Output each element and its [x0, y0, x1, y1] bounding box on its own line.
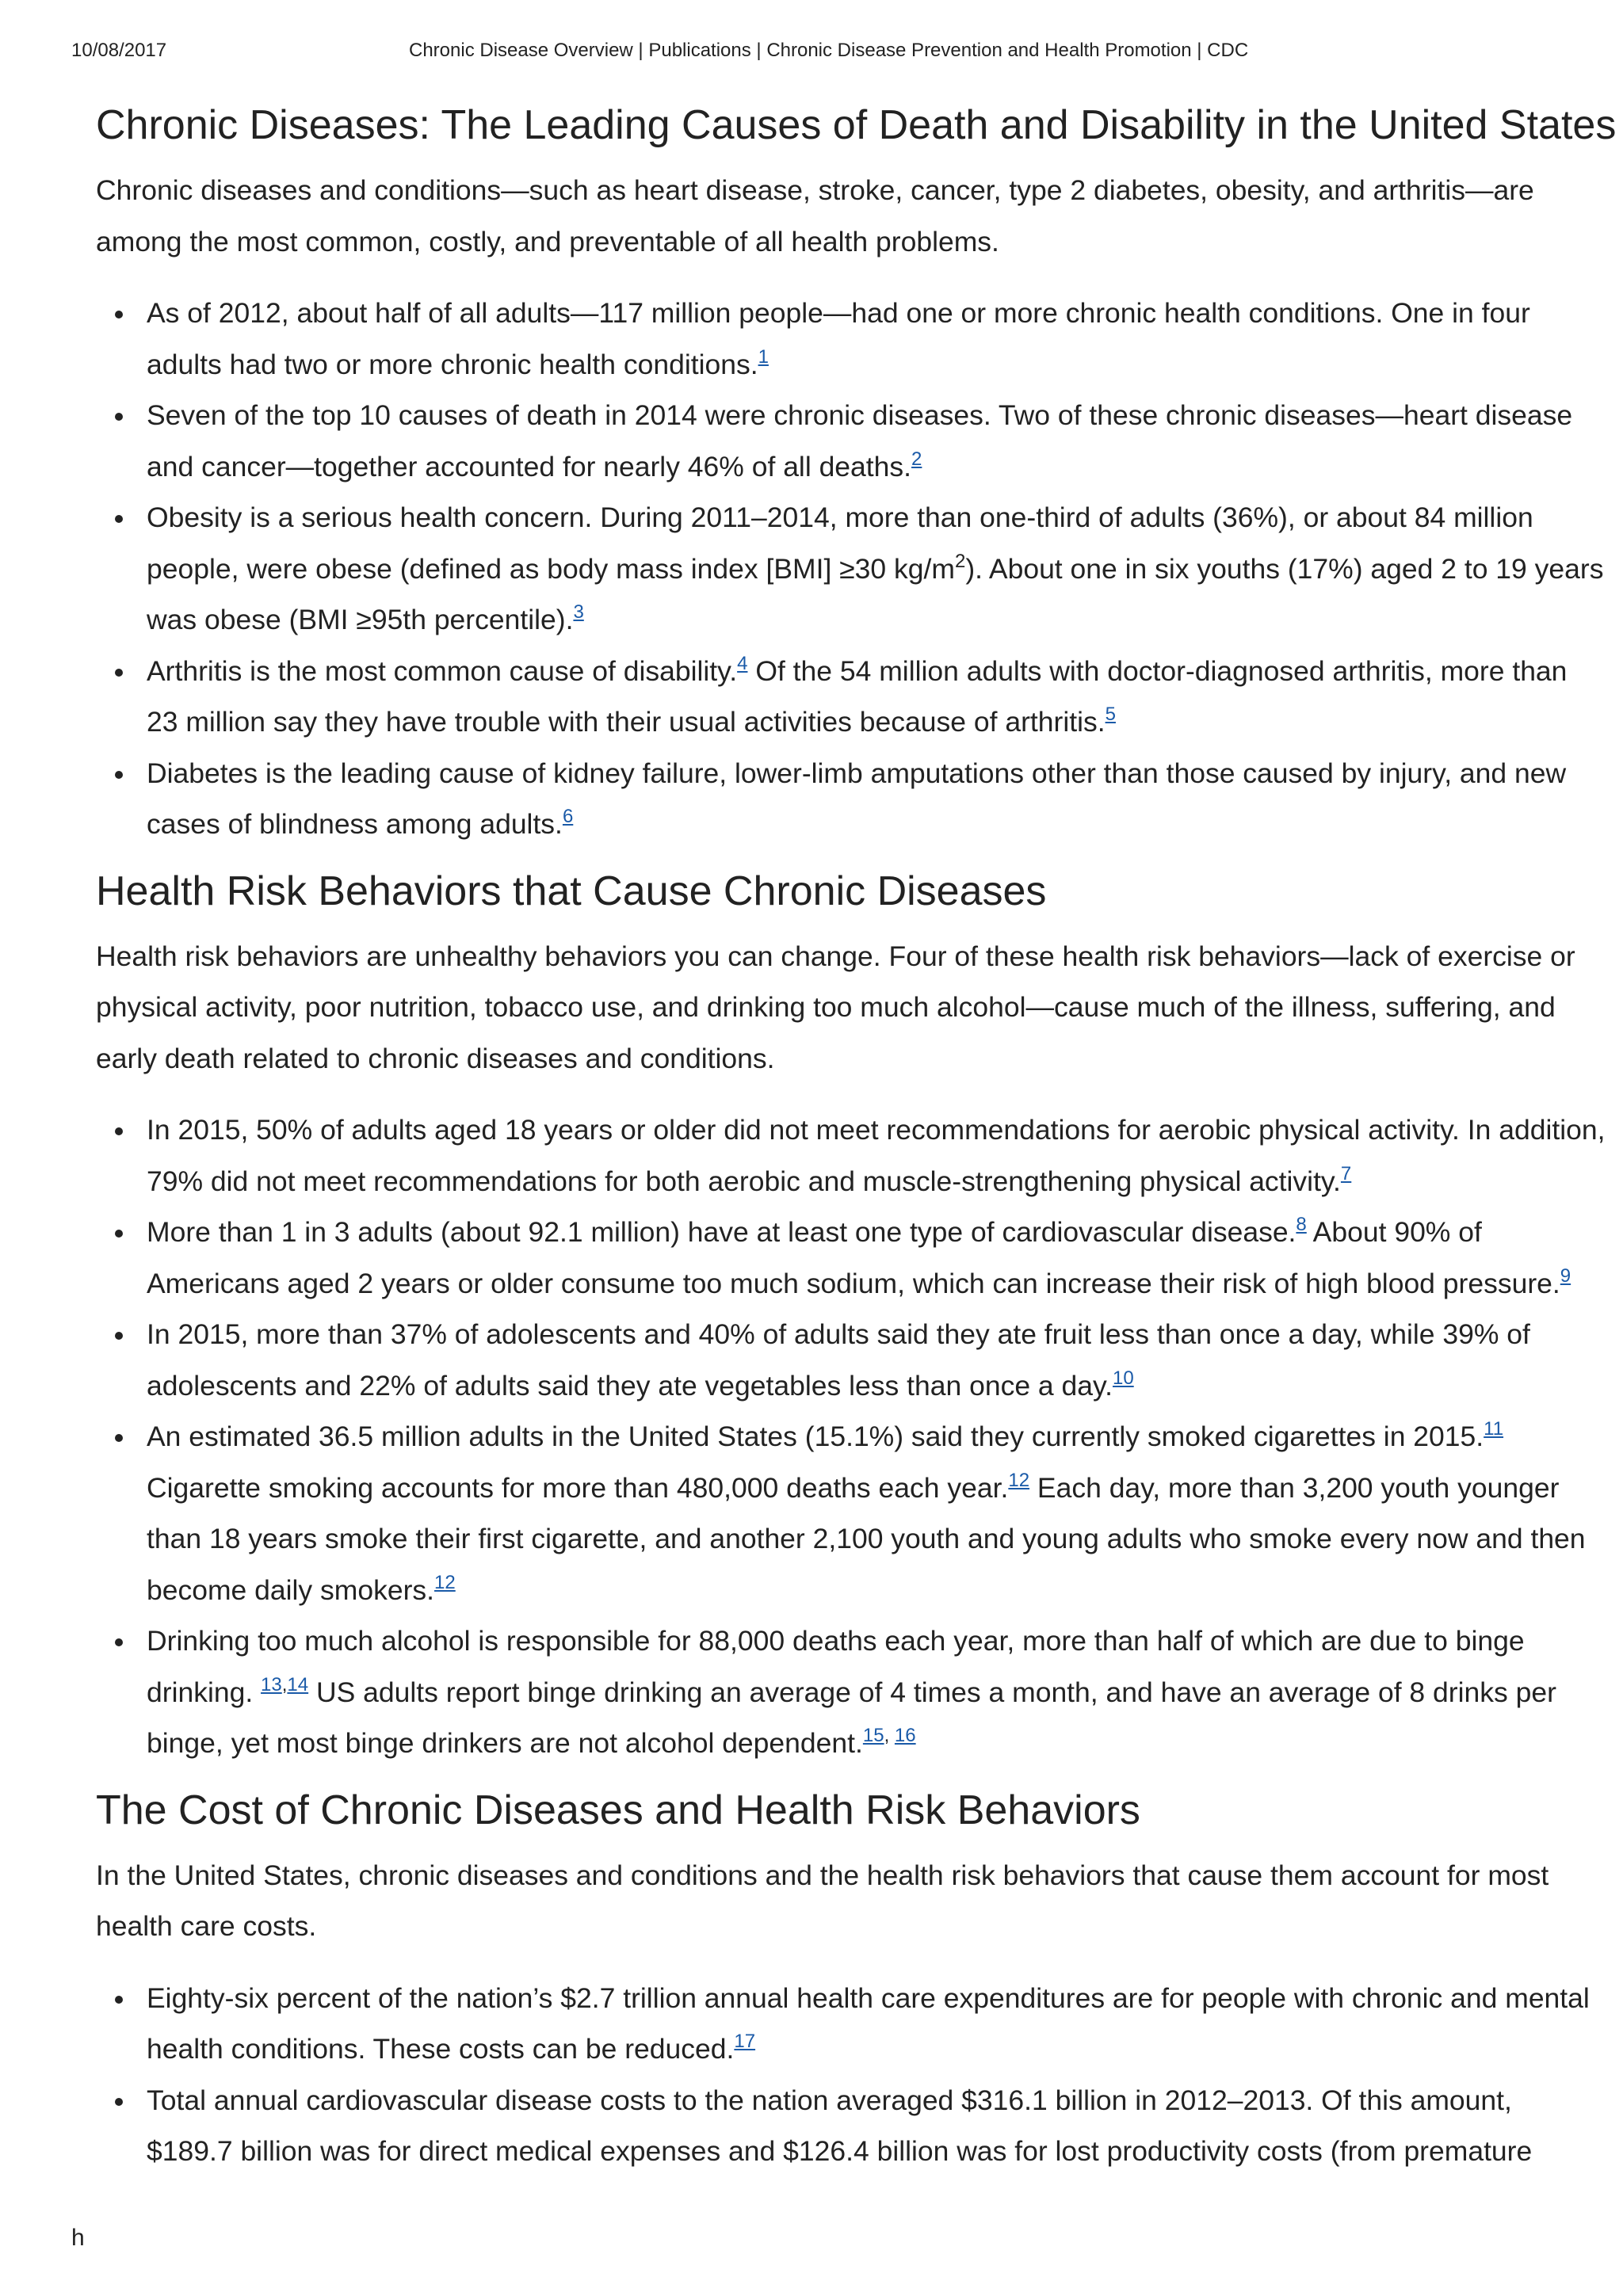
- cut-off-footer-text: h: [71, 2225, 85, 2251]
- list-item: Drinking too much alcohol is responsible for 88,000 deaths each year, more than half of which are due to binge drinking. $^{13,14}$ US adults report binge drinking an average of 4 times a month, and have an average of 8 drinks per binge, yet most binge drinkers are not alcohol dependent.$^{15, 16}$: [96, 1615, 1606, 1769]
- footnote-link[interactable]: 8: [1296, 1214, 1307, 1235]
- bullet-list: [96, 1973, 1606, 2177]
- list-item: Eighty-six percent of the nation’s $2.7 trillion annual health care expenditures are for people with chronic and mental health conditions. These costs can be reduced.$^{17}$: [96, 1973, 1606, 2075]
- bullet-list: [96, 288, 1606, 850]
- footnote-link[interactable]: 16: [894, 1725, 916, 1746]
- list-item: As of 2012, about half of all adults—117 million people—had one or more chronic health conditions. One in four adults had two or more chronic health conditions.$^1$: [96, 288, 1606, 390]
- footnote-link[interactable]: 1: [758, 345, 769, 368]
- list-item: More than 1 in 3 adults (about 92.1 million) have at least one type of cardiovascular disease.$^8$ About 90% of Americans aged 2 years or older consume too much sodium, which can increase their risk of high blood pressure.$^9$: [96, 1207, 1606, 1309]
- section-heading-risk-behaviors: Health Risk Behaviors that Cause Chronic Diseases: [96, 868, 1047, 914]
- list-item: Diabetes is the leading cause of kidney failure, lower-limb amputations other than those caused by injury, and new cases of blindness among adults.$^6$: [96, 748, 1606, 850]
- footnote-link[interactable]: 13: [261, 1673, 282, 1695]
- list-item: In 2015, 50% of adults aged 18 years or older did not meet recommendations for aerobic physical activity. In addition, 79% did not meet recommendations for both aerobic and muscle-strengthening physical activity.$^7$: [96, 1104, 1606, 1207]
- list-item: Arthritis is the most common cause of disability.$^4$ Of the 54 million adults with doctor-diagnosed arthritis, more than 23 million say they have trouble with their usual activities because of arthritis.$^5$: [96, 646, 1606, 748]
- footnote-link[interactable]: 11: [1484, 1418, 1504, 1440]
- list-item: Seven of the top 10 causes of death in 2014 were chronic diseases. Two of these chronic diseases—heart disease and cancer—together accounted for nearly 46% of all deaths.$^2$: [96, 390, 1606, 492]
- list-item: Obesity is a serious health concern. During 2011–2014, more than one-third of adults (36%), or about 84 million people, were obese (defined as body mass index [BMI] ≥30 $kg/m^2$). About one in six youths (17%) aged 2 to 19 years was obese (BMI ≥95th percentile).$^3$: [96, 492, 1606, 646]
- footnote-link[interactable]: 5: [1105, 704, 1116, 725]
- footnote-link[interactable]: 14: [287, 1673, 309, 1695]
- footnote-link[interactable]: 12: [434, 1571, 456, 1593]
- list-item: In 2015, more than 37% of adolescents and 40% of adults said they ate fruit less than once a day, while 39% of adolescents and 22% of adults said they ate vegetables less than once a day.$^{10}$: [96, 1309, 1606, 1411]
- print-page-title: Chronic Disease Overview | Publications | Chronic Disease Prevention and Health Promotion | CDC: [409, 40, 1249, 61]
- list-item: Total annual cardiovascular disease costs to the nation averaged $316.1 billion in 2012–2013. Of this amount, $189.7 billion was for direct medical expenses and $126.4 billion was for lost productivity costs (from premature: [96, 2075, 1606, 2177]
- footnote-link[interactable]: 9: [1560, 1264, 1571, 1287]
- print-header: [71, 40, 1591, 68]
- footnote-link[interactable]: 12: [1008, 1469, 1030, 1491]
- list-item: An estimated 36.5 million adults in the United States (15.1%) said they currently smoked cigarettes in 2015.11 Cigarette smoking accounts for more than 480,000 deaths each year.$^{12}$ Each day, more than 3,200 youth younger than 18 years smoke their first cigarette, and another 2,100 youth and young adults who smoke every now and then become daily smokers.$^{12}$: [96, 1411, 1606, 1615]
- article-content: [96, 101, 1617, 2177]
- footnote-link[interactable]: 15: [862, 1725, 884, 1746]
- section-heading-cost: The Cost of Chronic Diseases and Health Risk Behaviors: [96, 1787, 1140, 1833]
- print-date: 10/08/2017: [71, 40, 167, 61]
- footnote-link[interactable]: 10: [1113, 1367, 1134, 1389]
- footnote-link[interactable]: 7: [1340, 1162, 1352, 1184]
- footnote-link[interactable]: 3: [573, 601, 584, 623]
- superscript-exponent: 2: [954, 550, 966, 572]
- section-heading-leading-causes: Chronic Diseases: The Leading Causes of Death and Disability in the United States: [96, 102, 1617, 148]
- footnote-link[interactable]: 17: [734, 2031, 756, 2052]
- footnote-link[interactable]: 4: [737, 652, 748, 674]
- section-intro: Health risk behaviors are unhealthy behaviors you can change. Four of these health risk behaviors—lack of exercise or physical activity, poor nutrition, tobacco use, and drinking too much alcohol—cause much of the illness, suffering, and early death related to chronic diseases and conditions.: [96, 940, 1575, 1074]
- bullet-list: [96, 1104, 1606, 1769]
- footnote-link[interactable]: 2: [911, 448, 922, 470]
- section-intro: In the United States, chronic diseases and conditions and the health risk behaviors that cause them account for most health care costs.: [96, 1859, 1549, 1942]
- footnote-link[interactable]: 6: [562, 806, 574, 827]
- section-intro: Chronic diseases and conditions—such as heart disease, stroke, cancer, type 2 diabetes, obesity, and arthritis—are among the most common, costly, and preventable of all health problems.: [96, 174, 1534, 257]
